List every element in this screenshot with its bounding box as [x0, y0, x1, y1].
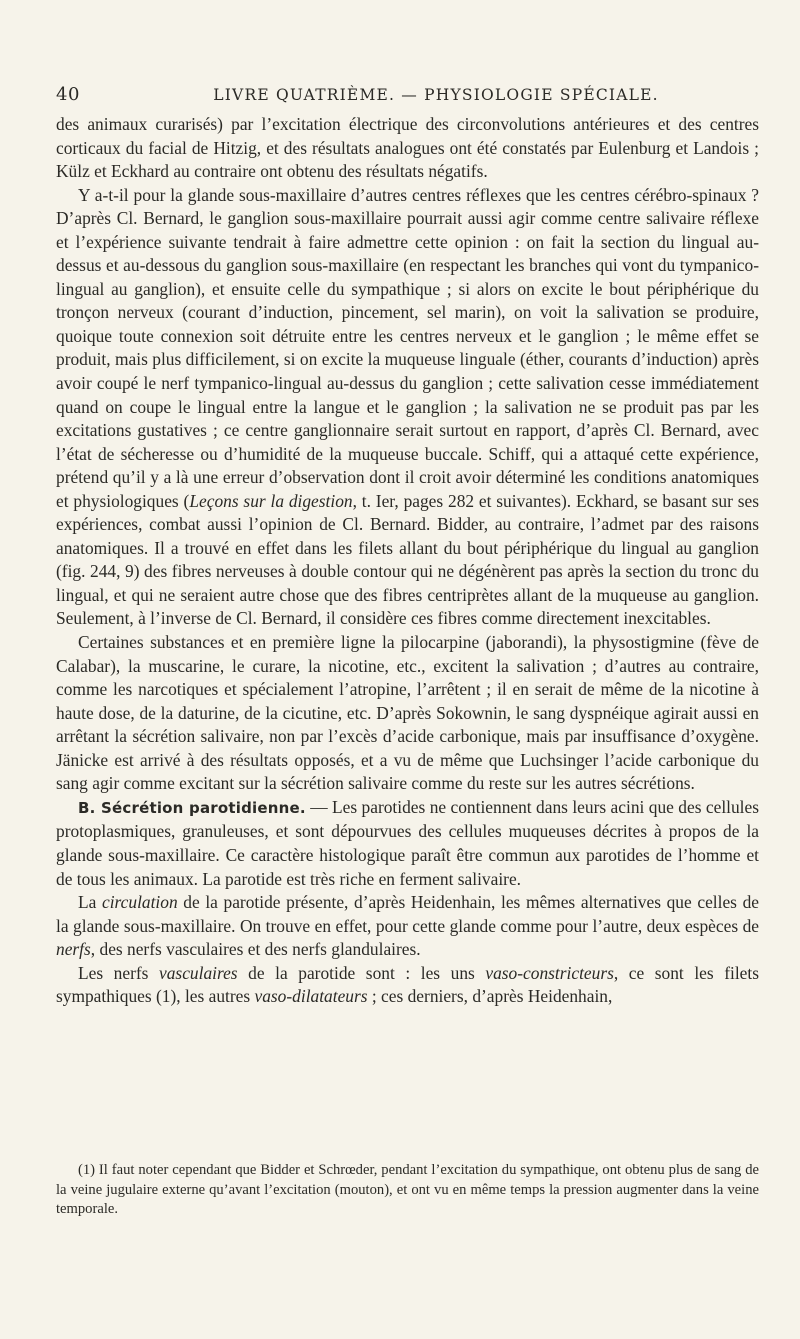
- page-header: [56, 84, 756, 108]
- paragraph-5-part: , des nerfs vasculaires et des nerfs glandulaires.: [90, 939, 421, 960]
- paragraph-3: Certaines substances et en première ligne la pilocarpine (jaborandi), la physostigmine (fève de Calabar), la muscarine, le curare, la nicotine, etc., excitent la salivation ; d’autres au contraire, comme les narcotiques et spécialement l’atropine, l’arrêtent ; il en serait de même de la nicotine à haute dose, de la daturine, de la cicutine, etc. D’après Sokownin, le sang dyspnéique agirait aussi en arrêtant la sécrétion salivaire, non par l’excès d’acide carbonique, mais par insuffisance d’oxygène. Jänicke est arrivé à des résultats opposés, et a vu de même que Luchsinger l’acide carbonique du sang agir comme excitant sur la sécrétion salivaire comme du reste sur les autres sécrétions.: [56, 632, 759, 794]
- paragraph-5: [56, 891, 759, 962]
- paragraph-6-part: de la parotide sont : les uns: [237, 962, 486, 983]
- paragraph-4-text: — Les parotides ne contiennent dans leurs acini que des cellules protoplasmiques, granuleuses, et sont dépourvues des cellules muqueuses décrites à propos de la glande sous-maxillaire. Ce caractère histologique paraît être commun aux parotides de l’homme et de tous les animaux. La parotide est très riche en ferment salivaire.: [56, 796, 759, 889]
- paragraph-6-part: , ce sont les filets sympathiques (1), les autres: [56, 962, 759, 1007]
- citation-title: Leçons sur la digestion: [189, 490, 353, 511]
- paragraph-2: [56, 184, 759, 631]
- body-text: [56, 113, 759, 1009]
- footnote: (1) Il faut noter cependant que Bidder et Schrœder, pendant l’excitation du sympathique, ont obtenu plus de sang de la veine jugulaire externe qu’avant l’excitation (mouton), et ont vu en même temps la pression augmenter dans la veine temporale.: [56, 1162, 759, 1217]
- running-head: LIVRE QUATRIÈME. — PHYSIOLOGIE SPÉCIALE.: [213, 86, 659, 104]
- paragraph-6-part: ; ces derniers, d’après Heidenhain,: [367, 986, 613, 1007]
- citation-open-paren: (: [183, 490, 190, 511]
- paragraph-5-part: de la parotide présente, d’après Heidenhain, les mêmes alternatives que celles de la glande sous-maxillaire. On trouve en effet, pour cette glande comme pour l’autre, deux espèces de: [56, 892, 759, 936]
- paragraph-6: [56, 962, 759, 1009]
- paragraph-1: des animaux curarisés) par l’excitation électrique des circonvolutions antérieures et des centres corticaux du facial de Hitzig, et des résultats analogues ont été constatés par Eulenburg et Landois ; Külz et Eckhard au contraire ont obtenu des résultats négatifs.: [56, 114, 759, 182]
- paragraph-2-continuation: , t. Ier, pages 282 et suivantes). Eckhard, se basant sur ses expériences, combat aussi l’opinion de Cl. Bernard. Bidder, au contraire, l’admet par des raisons anatomiques. Il a trouvé en effet dans les filets allant du bout périphérique du lingual au ganglion (fig. 244, 9) des fibres nerveuses à double contour qui ne dégénèrent pas après la section du tronc du lingual, et qui ne seraient autre chose que des fibres centriprètes allant de la muqueuse au ganglion. Seulement, à l’inverse de Cl. Bernard, il considère ces fibres comme directement inexcitables.: [56, 490, 759, 629]
- paragraph-6-part: Les nerfs: [78, 962, 160, 983]
- term-nerfs: nerfs: [56, 939, 91, 960]
- term-vaso-dilatateurs: vaso-dilatateurs: [254, 986, 368, 1007]
- term-vaso-constricteurs: vaso-constricteurs: [485, 962, 614, 983]
- term-circulation: circulation: [101, 892, 178, 913]
- term-vasculaires: vasculaires: [159, 962, 238, 983]
- paragraph-4: [56, 796, 759, 891]
- paragraph-2-text: Y a-t-il pour la glande sous-maxillaire d’autres centres réflexes que les centres cérébro-spinaux ? D’après Cl. Bernard, le ganglion sous-maxillaire pourrait aussi agir comme centre salivaire réflexe et l’expérience suivante tendrait à faire admettre cette opinion : on fait la section du lingual au-dessus et au-dessous du ganglion sous-maxillaire (en respectant les branches qui vont du tympanico-lingual au ganglion), et ensuite celle du sympathique ; si alors on excite le bout périphérique du tronçon nerveux (courant d’induction, pincement, sel marin), on voit la salivation se produire, quoique toute connexion soit détruite entre les centres nerveux et le ganglion ; le même effet se produit, mais plus difficilement, si on excite la muqueuse linguale (éther, courants d’induction) après avoir coupé le nerf tympanico-lingual au-dessus du ganglion ; cette salivation cesse immédiatement quand on coupe le lingual entre la langue et le ganglion ; la salivation ne se produit pas par les excitations gustatives ; ce centre ganglionnaire serait surtout en rapport, d’après Cl. Bernard, avec l’état de sécheresse ou d’humidité de la muqueuse buccale. Schiff, qui a attaqué cette expérience, prétend qu’il y a là une erreur d’observation dont il croit avoir déterminé les conditions anatomiques et physiologiques: [56, 184, 759, 511]
- paragraph-5-part: La: [78, 892, 102, 913]
- page-number: 40: [56, 84, 80, 105]
- section-title-parotid: B. Sécrétion parotidienne.: [78, 798, 306, 817]
